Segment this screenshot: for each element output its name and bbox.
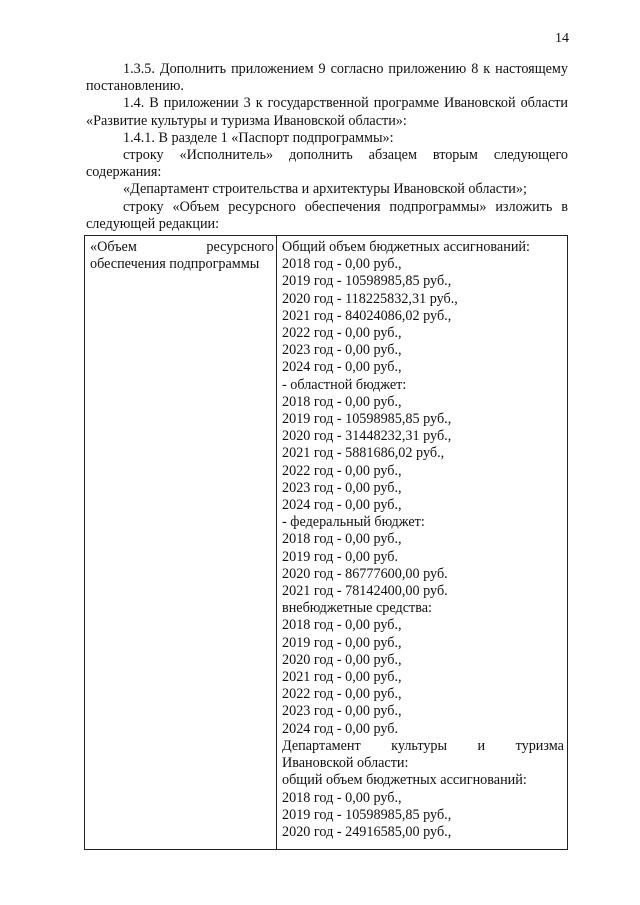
funding-line: 2020 год - 86777600,00 руб. [282, 565, 448, 582]
department-word: Департамент [282, 737, 361, 754]
row-header-word-1: «Объем [90, 239, 137, 255]
table-row-header-cell [85, 236, 277, 849]
row-header-line-1 [90, 239, 274, 256]
department-line [282, 738, 564, 755]
paragraph-executor-row: строку «Исполнитель» дополнить абзацем вторым следующего содержания: [86, 147, 568, 181]
funding-line: 2024 год - 0,00 руб., [282, 497, 402, 514]
funding-line: 2019 год - 10598985,85 руб., [282, 273, 452, 290]
funding-line: 2022 год - 0,00 руб., [282, 462, 402, 479]
funding-line: Ивановской области: [282, 755, 409, 772]
funding-line: 2020 год - 31448232,31 руб., [282, 428, 452, 445]
funding-line: 2022 год - 0,00 руб., [282, 325, 402, 342]
funding-line: 2024 год - 0,00 руб., [282, 359, 402, 376]
funding-line: 2018 год - 0,00 руб., [282, 789, 402, 806]
row-header-line-2: обеспечения подпрограммы [90, 256, 260, 273]
funding-line: 2023 год - 0,00 руб., [282, 479, 402, 496]
funding-line: - федеральный бюджет: [282, 514, 425, 531]
funding-line: 2023 год - 0,00 руб., [282, 703, 402, 720]
funding-line: 2018 год - 0,00 руб., [282, 617, 402, 634]
funding-line: внебюджетные средства: [282, 600, 432, 617]
funding-line: 2018 год - 0,00 руб., [282, 393, 402, 410]
budget-table [84, 235, 568, 850]
funding-line: 2021 год - 5881686,02 руб., [282, 445, 445, 462]
funding-line: 2021 год - 78142400,00 руб. [282, 583, 448, 600]
funding-line: 2019 год - 0,00 руб., [282, 634, 402, 651]
page-number: 14 [555, 31, 569, 46]
funding-line: общий объем бюджетных ассигнований: [282, 772, 527, 789]
paragraph-resource-row: строку «Объем ресурсного обеспечения подпрограммы» изложить в следующей редакции: [86, 198, 568, 232]
funding-line: 2021 год - 84024086,02 руб., [282, 307, 452, 324]
document-body [86, 61, 568, 233]
funding-line: 2019 год - 10598985,85 руб., [282, 806, 452, 823]
funding-line: 2020 год - 24916585,00 руб., [282, 823, 452, 840]
paragraph-department-quote: «Департамент строительства и архитектуры Ивановской области»; [123, 181, 527, 198]
funding-line: 2018 год - 0,00 руб., [282, 531, 402, 548]
paragraph-1-3-5: 1.3.5. Дополнить приложением 9 согласно приложению 8 к настоящему постановлению. [86, 61, 568, 95]
department-funding-lines [282, 755, 564, 841]
department-word: туризма [515, 737, 564, 754]
funding-line: 2018 год - 0,00 руб., [282, 256, 402, 273]
funding-line: 2022 год - 0,00 руб., [282, 686, 402, 703]
funding-lines [282, 239, 564, 738]
paragraph-1-4: 1.4. В приложении 3 к государственной программе Ивановской области «Развитие культуры и туризма Ивановской области»: [86, 95, 568, 129]
funding-line: 2019 год - 0,00 руб. [282, 548, 399, 565]
funding-line: 2021 год - 0,00 руб., [282, 669, 402, 686]
funding-line: 2020 год - 118225832,31 руб., [282, 290, 458, 307]
department-word: и [477, 737, 486, 754]
funding-line: - областной бюджет: [282, 376, 407, 393]
funding-line: 2019 год - 10598985,85 руб., [282, 411, 452, 428]
table-value-cell [277, 236, 567, 841]
funding-line: 2024 год - 0,00 руб. [282, 720, 399, 737]
row-header-word-2: ресурсного [206, 239, 274, 255]
funding-line: 2020 год - 0,00 руб., [282, 651, 402, 668]
funding-line: 2023 год - 0,00 руб., [282, 342, 402, 359]
funding-line: Общий объем бюджетных ассигнований: [282, 239, 530, 255]
department-word: культуры [391, 737, 448, 754]
paragraph-1-4-1: 1.4.1. В разделе 1 «Паспорт подпрограммы»: [123, 129, 394, 146]
